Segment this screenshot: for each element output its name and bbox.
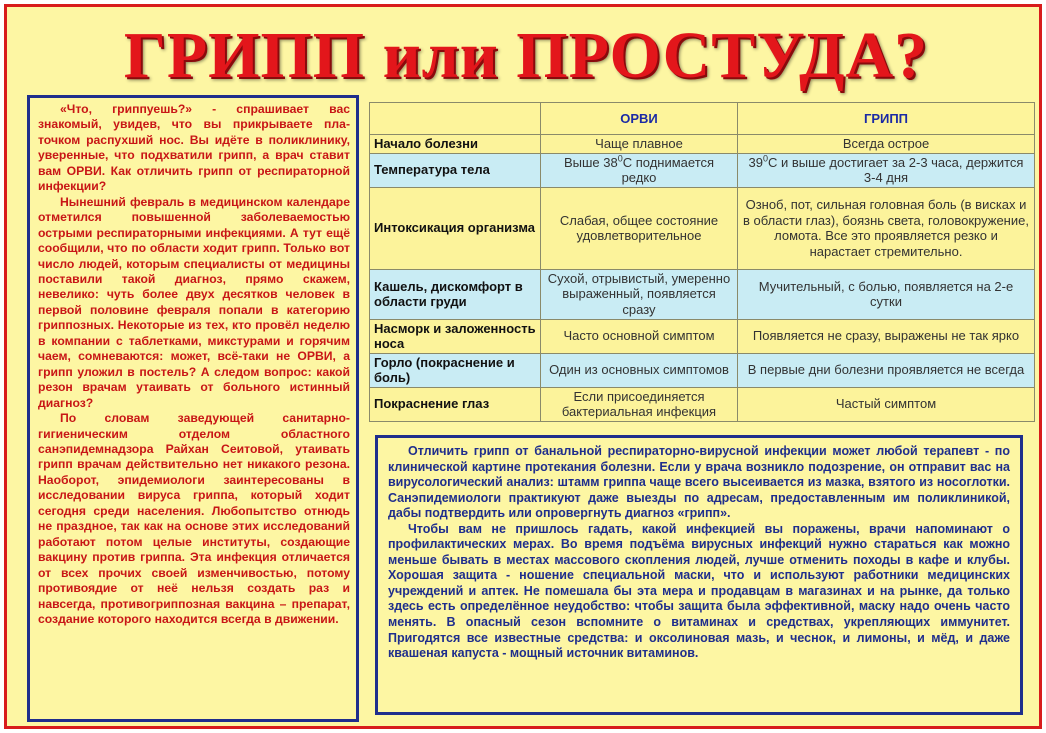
table-row (370, 269, 1035, 319)
header-orvi: ОРВИ (541, 103, 738, 135)
orvi-cell: Если присоединяется бактериальная инфекция (541, 387, 738, 421)
orvi-cell: Сухой, отрывистый, умеренно выраженный, появляется сразу (541, 269, 738, 319)
table-row (370, 353, 1035, 387)
feature-cell: Начало болезни (370, 135, 541, 154)
table-row (370, 187, 1035, 269)
right-article (375, 435, 1023, 715)
feature-cell: Интоксикация организма (370, 187, 541, 269)
gripp-temp-post: С и выше достигает за 2-3 часа, держится 3-4 дня (767, 154, 1024, 185)
comparison-table (369, 102, 1035, 422)
orvi-temp-pre: Выше 38 (563, 154, 618, 170)
poster (4, 4, 1042, 729)
feature-cell: Покраснение глаз (370, 387, 541, 421)
orvi-cell: Чаще плавное (541, 135, 738, 154)
gripp-cell: Озноб, пот, сильная головная боль (в висках и в области глаз), боязнь света, головокружение, ломота. Все это проявляется резко и нарастает стремительно. (738, 187, 1035, 269)
orvi-cell: Один из основных симптомов (541, 353, 738, 387)
gripp-cell: В первые дни болезни проявляется не всегда (738, 353, 1035, 387)
table-header-row (370, 103, 1035, 135)
header-gripp: ГРИПП (738, 103, 1035, 135)
table-row (370, 153, 1035, 187)
feature-cell: Насморк и заложенность носа (370, 319, 541, 353)
orvi-temp-degree: 0 (617, 153, 623, 164)
right-paragraph-2: Чтобы вам не пришлось гадать, какой инфекцией вы поражены, врачи напоминают о профилактических мерах. Во время подъёма вирусных инфекций нужно стараться как можно меньше бывать в местах массового скопления людей, лучше отменить походы в кафе и клубы. Хорошая защита - ношение специальной маски, что и используют работники медицинских учреждений и аптек. Не помешала бы эта мера и продавцам в магазинах и на рынке, да только здесь есть определённое неудобство: чтобы защита была эффективной, маску надо очень часто менять. В опасный сезон вспомните о витаминах и средствах, укрепляющих иммунитет. Пригодятся все известные средства: и оксолиновая мазь, и чеснок, и лимоны, и мёд, и даже квашеная капуста - мощный источник витаминов. (388, 521, 1010, 661)
poster-title: ГРИПП или ПРОСТУДА? (123, 19, 929, 92)
table-row (370, 319, 1035, 353)
orvi-cell: Часто основной симптом (541, 319, 738, 353)
gripp-temp-pre: 39 (748, 154, 763, 170)
left-paragraph-3: По словам заведующей санитарно-гигиеническим отделом областного санэпидемнадзора Райхан Сеитовой, утаивать грипп врачам действительно нет никакого резона. Наоборот, эпидемиологи заинтересованы в исследовании вируса гриппа, который ходит сегодня среди населения. Любопытство отнюдь не праздное, так как на основе этих исследований работают потом целые институты, создающие вакцину против гриппа. Эта инфекция отличается от всех прочих своей изменчивостью, потому противоядие от неё нельзя создать раз и навсегда, противогриппозная вакцина – препарат, создание которого находится всегда в движении. (38, 411, 350, 626)
left-paragraph-1: «Что, гриппуешь?» - спрашивает вас знакомый, увидев, что вы прикрываете пла-точком распухший нос. Вы идёте в поликлинику, уверенные, что подхватили грипп, а врач ставит вам ОРВИ. Как отличить грипп от респираторной инфекции? (38, 102, 350, 194)
left-paragraph-2: Нынешний февраль в медицинском календаре отметился повышенной заболеваемостью острыми респираторными инфекциями. А тут ещё сообщили, что по области ходит грипп. Только вот число людей, которым специалисты от медицины поставили такой диагноз, прямо скажем, невелико: чуть более двух десятков человек в первой половине февраля попали в категорию гриппозных. Некоторые из тех, кто провёл неделю в компании с таблетками, микстурами и горячим чаем, сомневаются: может, всё-таки не ОРВИ, а грипп уложил в постель? А следом вопрос: какой резон врачам утаивать от больного истинный диагноз? (38, 194, 350, 410)
orvi-cell (541, 153, 738, 187)
gripp-temp-degree: 0 (762, 153, 768, 164)
feature-cell: Температура тела (370, 153, 541, 187)
left-article (27, 95, 359, 722)
gripp-cell: Всегда острое (738, 135, 1035, 154)
table-row (370, 135, 1035, 154)
header-blank (370, 103, 541, 135)
table-row (370, 387, 1035, 421)
feature-cell: Горло (покраснение и боль) (370, 353, 541, 387)
right-paragraph-1: Отличить грипп от банальной респираторно-вирусной инфекции может любой терапевт - по клинической картине протекания болезни. Если у врача возникло подозрение, он отправит вас на вирусологический анализ: штамм гриппа чаще всего высеивается из мазка, взятого из носоглотки. Санэпидемиологи практикуют даже выезды по адресам, предоставленным им поликлиникой, дабы подтвердить или опровергнуть диагноз «грипп». (388, 444, 1010, 521)
gripp-cell: Появляется не сразу, выражены не так ярко (738, 319, 1035, 353)
gripp-cell: Мучительный, с болью, появляется на 2-е сутки (738, 269, 1035, 319)
gripp-cell: Частый симптом (738, 387, 1035, 421)
gripp-cell (738, 153, 1035, 187)
orvi-cell: Слабая, общее состояние удовлетворительное (541, 187, 738, 269)
orvi-temp-post: С поднимается редко (621, 154, 715, 185)
feature-cell: Кашель, дискомфорт в области груди (370, 269, 541, 319)
